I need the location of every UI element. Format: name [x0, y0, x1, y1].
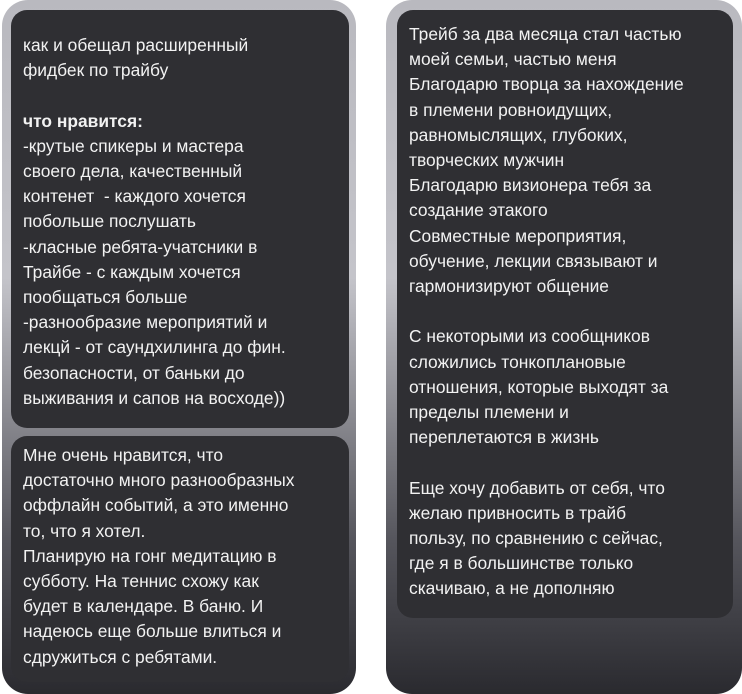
message-line: в племени ровноидущих, — [409, 99, 613, 120]
message-line: побольше послушать — [23, 211, 196, 232]
message-line: будет в календаре. В баню. И — [23, 596, 264, 617]
left-chat-column — [2, 0, 356, 694]
message-line: обучение, лекции связывают и — [409, 250, 658, 271]
message-line: пообщаться больше — [23, 287, 188, 308]
message-line: создание этакого — [409, 200, 548, 221]
message-line: моей семьи, частью меня — [409, 49, 617, 70]
message-line: Планирую на гонг медитацию в — [23, 545, 277, 566]
message-bubble-feedback[interactable] — [11, 10, 349, 428]
message-line: творческих мужчин — [409, 150, 565, 171]
message-line: пользу, по сравнению с сейчас, — [409, 528, 663, 549]
message-line: скачиваю, а не дополняю — [409, 578, 615, 599]
message-line: Благодарю творца за нахождение — [409, 74, 684, 95]
message-line: надеюсь еще больше влиться и — [23, 621, 282, 642]
message-line: гармонизируют общение — [409, 276, 609, 297]
right-chat-column — [386, 0, 742, 694]
message-line — [409, 450, 721, 475]
message-line — [23, 83, 337, 108]
message-line: Благодарю визионера тебя за — [409, 175, 652, 196]
message-bubble-gratitude[interactable] — [397, 10, 733, 618]
message-line: Трайбе - с каждым хочется — [23, 261, 241, 282]
message-line: выживания и сапов на восходе)) — [23, 387, 286, 408]
message-line: Совместные мероприятия, — [409, 225, 627, 246]
message-line: равномыслящих, глубоких, — [409, 124, 628, 145]
message-line: достаточно много разнообразных — [23, 470, 295, 491]
message-line: Еще хочу добавить от себя, что — [409, 477, 665, 498]
message-line: пределы племени и — [409, 402, 569, 423]
message-line: субботу. На теннис схожу как — [23, 571, 259, 592]
message-line: фидбек по трайбу — [23, 60, 169, 81]
message-line: -класные ребята-учатсники в — [23, 236, 258, 257]
message-line: Трейб за два месяца стал частью — [409, 24, 682, 44]
message-line: то, что я хотел. — [23, 520, 146, 541]
message-line: Мне очень нравится, что — [23, 445, 224, 465]
message-line: -разнообразие мероприятий и — [23, 312, 268, 333]
message-line: сложились тонкоплановые — [409, 351, 626, 372]
message-line: как и обещал расширенный — [23, 35, 249, 55]
message-line: отношения, которые выходят за — [409, 376, 669, 397]
message-line: лекцй - от саундхилинга до фин. — [23, 337, 286, 358]
message-line: переплетаются в жизнь — [409, 427, 599, 448]
message-line: желаю привносить в трайб — [409, 502, 627, 523]
message-heading: что нравится: — [23, 110, 143, 131]
message-line: сдружиться с ребятами. — [23, 646, 218, 667]
message-line: оффлайн событий, а это именно — [23, 495, 289, 516]
message-line: контенет - каждого хочется — [23, 186, 246, 207]
message-line: где я в большинстве только — [409, 553, 634, 574]
message-bubble-offline-events[interactable] — [11, 436, 349, 682]
message-line: своего дела, качественный — [23, 161, 243, 182]
message-line: безопасности, от баньки до — [23, 362, 245, 383]
message-line — [409, 299, 721, 324]
message-line: С некоторыми из сообщников — [409, 326, 650, 347]
message-line: -крутые спикеры и мастера — [23, 135, 244, 156]
